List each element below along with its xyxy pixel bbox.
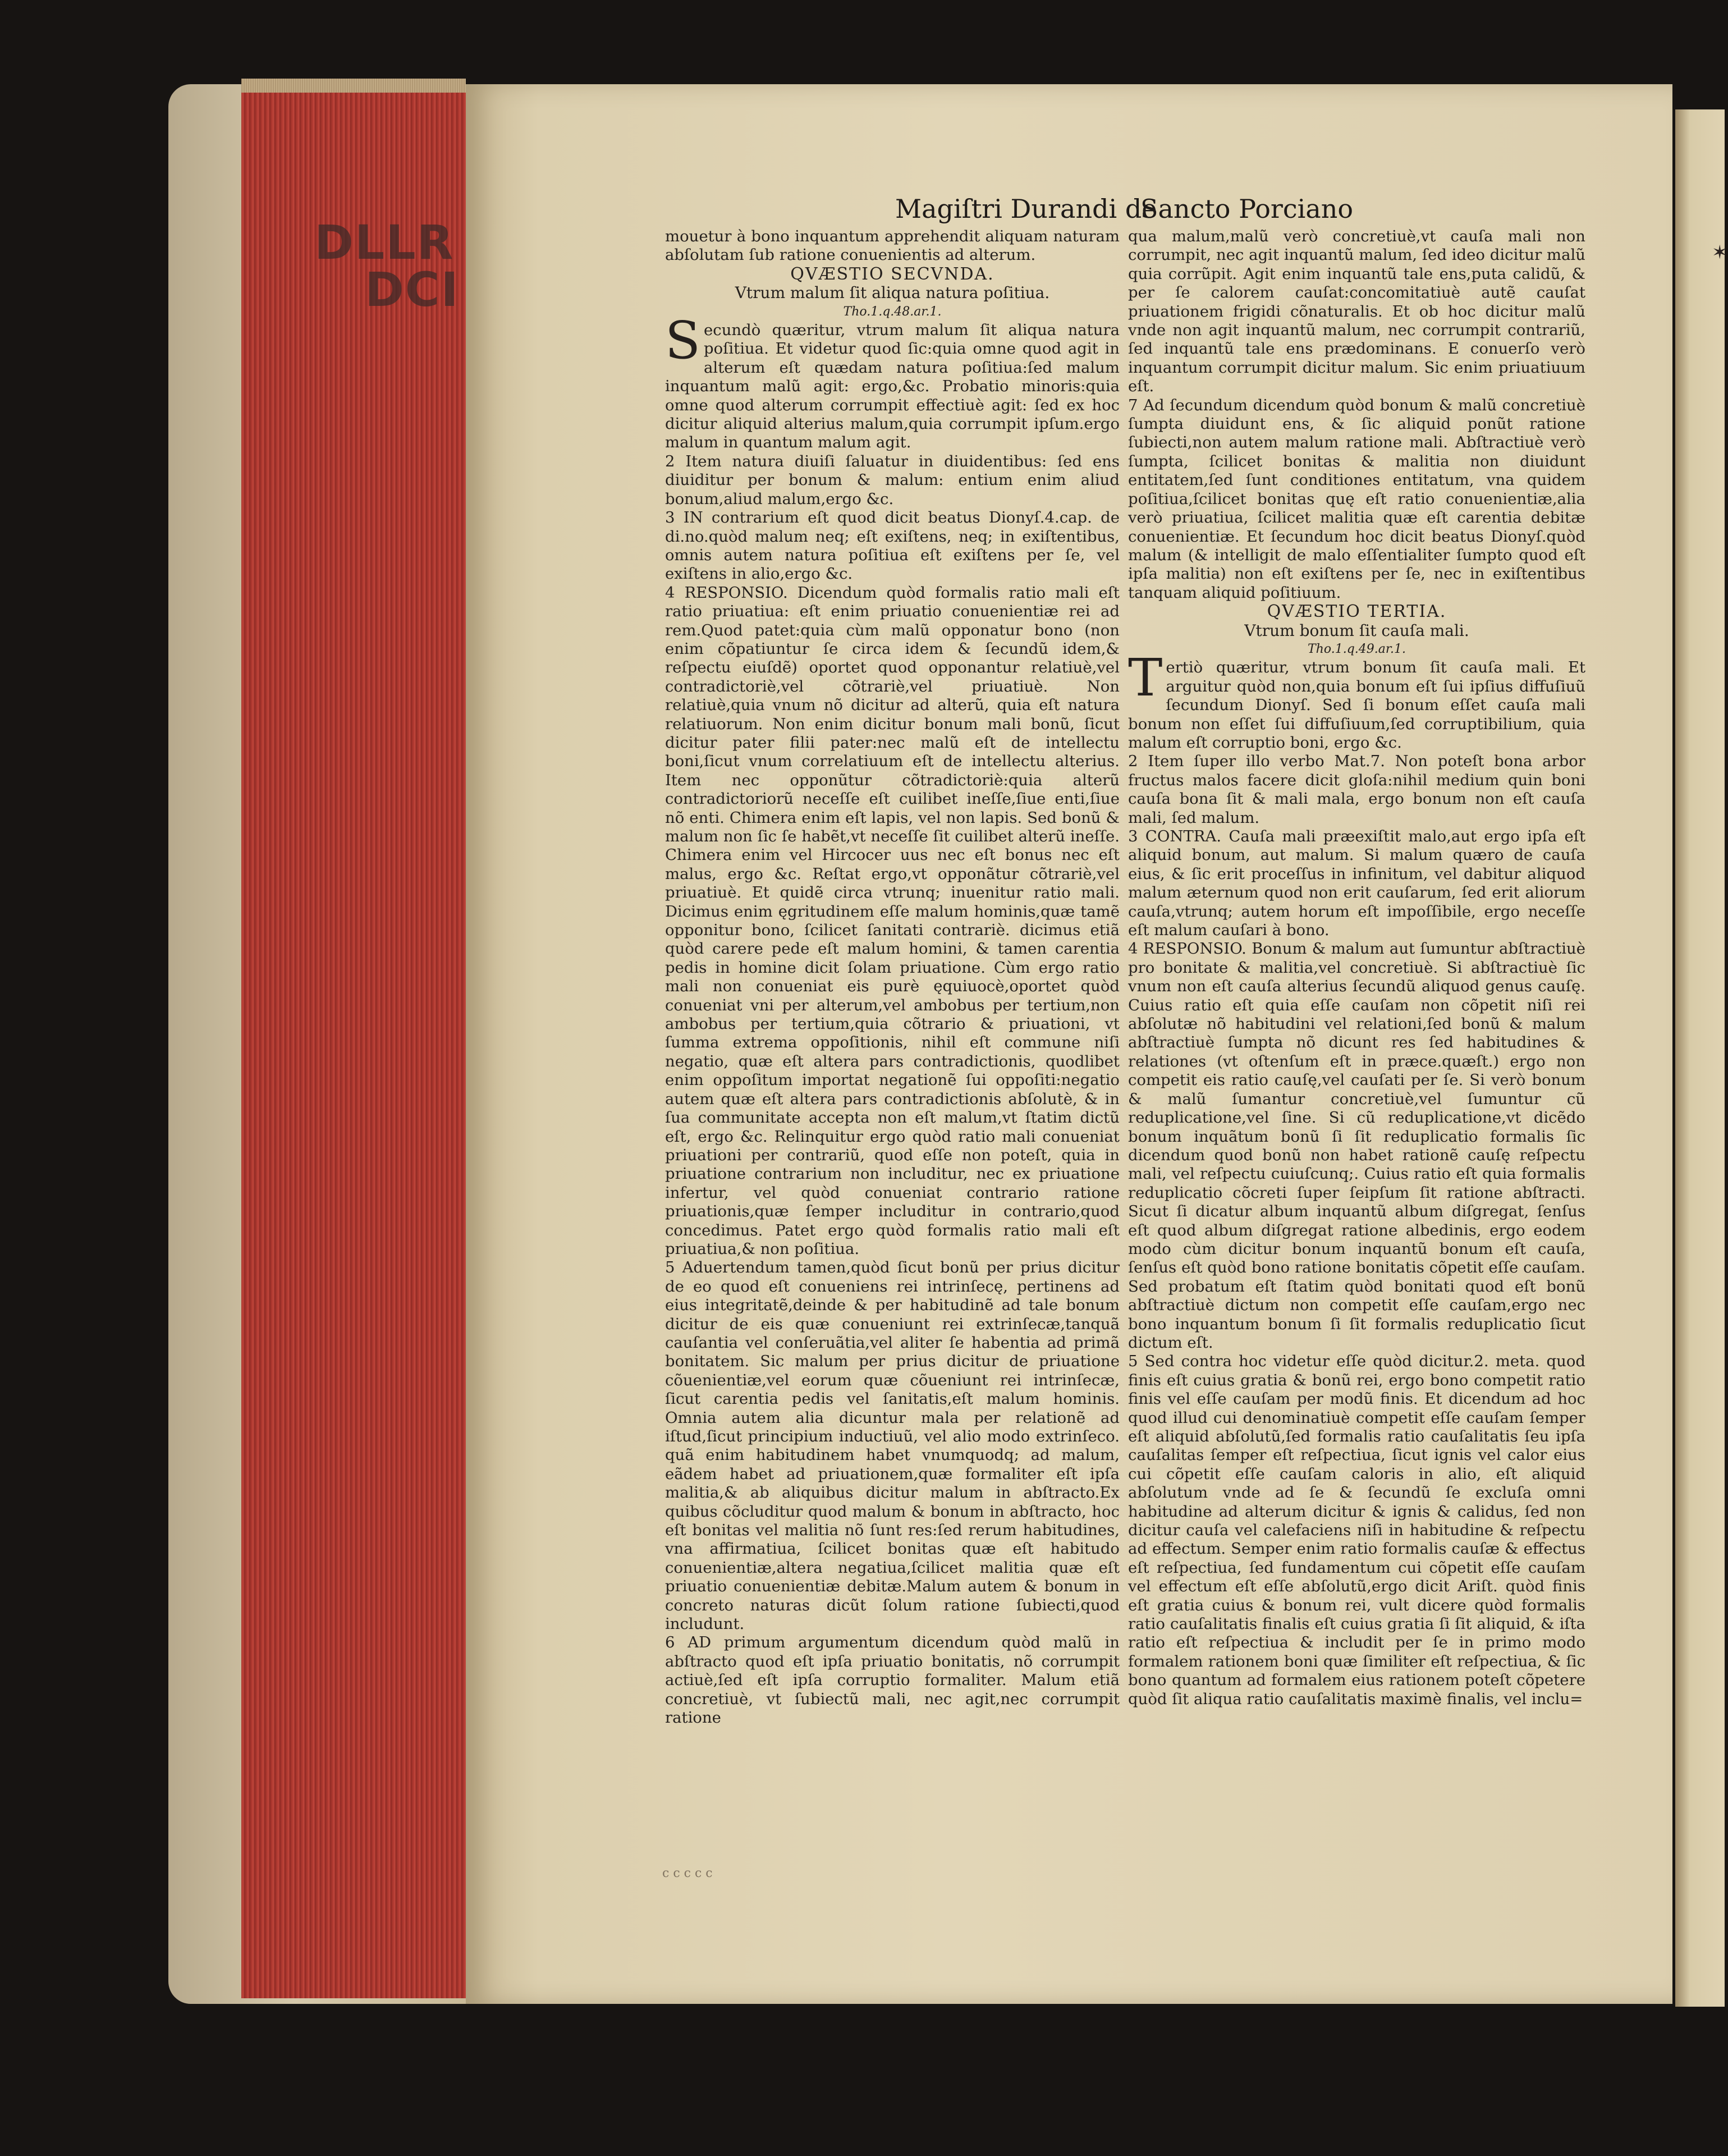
question-title: Vtrum malum ſit aliqua natura poſitiua. xyxy=(735,283,1050,303)
paragraph: 5 Sed contra hoc videtur eſſe quòd dicitur.2. meta. quod finis eſt cuius gratia & bonũ rei, ergo bono competit ratio finis vel eſſe cauſam per modũ finis. Et dicendum ad hoc quod illud cui denominatiuè competit eſſe cauſam ſemper eſt aliquid abſolutũ,ſed formalis ratio cauſalitatis ſeu ipſa cauſalitas ſemper eſt reſpectiua, ſicut ignis vel calor eius cui cõpetit eſſe cauſam caloris in alio, eſt aliquid abſolutum vnde ad ſe & ſecundũ ſe excluſa omni habitudine ad alterum dicitur & ignis & calidus, ſed non dicitur cauſa vel calefaciens niſi in habitudine & reſpectu ad effectum. Semper enim ratio formalis cauſæ & effectus eſt reſpectiua, ſed fundamentum cui cõpetit eſſe cauſam vel effectum eſt eſſe abſolutũ,ergo dicit Ariſt. quòd finis eſt gratia cuius & bonum rei, vult dicere quòd formalis ratio cauſalitatis finalis eſt cuius gratia ſi ſit aliquid, & iſta ratio eſt reſpectiua & includit per ſe in primo modo formalem rationem boni quæ ſimiliter eſt reſpectiua, & ſic bono quantum ad formalem eius rationem poteſt cõpetere quòd ſit aliqua ratio cauſalitatis maximè finalis, vel inclu= xyxy=(1128,1352,1585,1708)
paragraph: Tertiò quæritur, vtrum bonum ſit cauſa mali. Et arguitur quòd non,quia bonum eſt ſui ipſius diffuſiuũ ſecundum Dionyſ. Sed ſi bonum eſſet cauſa mali bonum non eſſet ſui diffuſiuum,ſed corruptibilium, quia malum eſt corruptio boni, ergo &c. xyxy=(1128,648,1585,752)
signature-mark: c c c c c xyxy=(662,1866,713,1880)
reference-note: Tho.1.q.49.ar.1. xyxy=(1308,642,1406,656)
question-heading: QVÆSTIO SECVNDA. xyxy=(790,264,994,284)
stamp-line-1: DLLR xyxy=(314,215,455,270)
facing-page-edge xyxy=(1675,109,1725,2007)
paragraph: 2 Item ſuper illo verbo Mat.7. Non poteſt bona arbor fructus malos facere dicit gloſa:nihil medium quin boni cauſa bona ſit & mali mala, ergo bonum non eſt cauſa mali, ſed malum. xyxy=(1128,752,1585,827)
paragraph: 3 CONTRA. Cauſa mali præexiſtit malo,aut ergo ipſa eſt aliquid bonum, aut malum. Si malum quæro de cauſa eius, & ſic erit proceſſus in infinitum, vel dabitur aliquod malum æternum quod non erit cauſarum, ſed erit aliorum cauſa,vtrunq; autem horum eſt impoſſibile, ergo neceſſe eſt malum cauſari à bono. xyxy=(1128,827,1585,940)
intro-text: mouetur à bono inquantum apprehendit aliquam naturam abſolutam ſub ratione conuenientis ad alterum. xyxy=(665,227,1120,264)
right-column xyxy=(1128,227,1585,1709)
stamp-line-2: DCI xyxy=(365,262,460,317)
paragraph: 4 RESPONSIO. Bonum & malum aut ſumuntur abſtractiuè pro bonitate & malitia,vel concretiuè. Si abſtractiuè ſic vnum non eſt cauſa alterius ſecundũ aliquod genus cauſę. Cuius ratio eſt quia eſſe cauſam non cõpetit niſi rei abſolutæ nõ habitudini vel relationi,ſed bonũ & malum abſtractiuè ſumpta nõ dicunt res ſed habitudines & relationes (vt oſtenſum eſt in præce.quæſt.) ergo non competit eis ratio cauſę,vel cauſati per ſe. Si verò bonum & malũ ſumantur concretiuè,vel ſumuntur cũ reduplicatione,vel ſine. Si cũ reduplicatione,vt dicẽdo bonum inquãtum bonũ ſi ſit reduplicatio formalis ſic dicendum quod bonũ non habet rationẽ cauſę reſpectu mali, vel reſpectu cuiuſcunq;. Cuius ratio eſt quia formalis reduplicatio cõcreti ſuper ſeipſum ſit ratione abſtracti. Sicut ſi dicatur album inquantũ album diſgregat, ſenſus eſt quod album diſgregat ratione albedinis, ergo eodem modo cùm dicitur bonum inquantũ bonum eſt cauſa, ſenſus eſt quòd bono ratione bonitatis cõpetit eſſe cauſam. Sed probatum eſt ſtatim quòd bonitati quod eſt bonũ abſtractiuè dictum non competit eſſe cauſam,ergo nec bono inquantum bonum ſi ſit formalis reduplicatio ſicut dictum eſt. xyxy=(1128,940,1585,1352)
question-heading: QVÆSTIO TERTIA. xyxy=(1267,602,1447,622)
paragraph: 2 Item natura diuiſi ſaluatur in diuidentibus: ſed ens diuiditur per bonum & malum: entium enim aliud bonum,aliud malum,ergo &c. xyxy=(665,452,1120,508)
paragraph: 5 Aduertendum tamen,quòd ſicut bonũ per prius dicitur de eo quod eſt conueniens rei intrinſecę, pertinens ad eius integritatẽ,deinde & per habitudinẽ ad tale bonum dicitur de eis quæ conueniunt rei extrinſecæ,tanquã cauſantia vel conſeruãtia,vel aliter ſe habentia ad primã bonitatem. Sic malum per prius dicitur de priuatione cõuenientiæ,vel eorum quæ cõueniunt rei intrinſecæ, ſicut carentia pedis vel ſanitatis,eſt malum hominis. Omnia autem alia dicuntur mala per relationẽ ad iſtud,ſicut principium inductiuũ, vel alio modo extrinſeco. quã enim habitudinem habet vnumquodq; ad malum, eãdem habet ad priuationem,quæ formaliter eſt ipſa malitia,& ab aliquibus dicitur malum in abſtracto.Ex quibus cõcluditur quod malum & bonum in abſtracto, hoc eſt bonitas vel malitia nõ ſunt res:ſed rerum habitudines, vna affirmatiua, ſcilicet bonitas quæ eſt habitudo conuenientiæ,altera negatiua,ſcilicet malitia quæ eſt priuatio conuenientiæ debitæ.Malum autem & bonum in concreto naturas dicũt ſolum ratione ſubiecti,quod includunt. xyxy=(665,1258,1120,1633)
paragraph: Secundò quæritur, vtrum malum ſit aliqua natura poſitiua. Et videtur quod ſic:quia omne quod agit in alterum eſt quædam natura poſitiua:ſed malum inquantum malũ agit: ergo,&c. Probatio minoris:quia omne quod alterum corrumpit effectiuè agit: ſed ex hoc dicitur aliquid alterius malum,quia corrumpit ipſum.ergo malum in quantum malum agit. xyxy=(665,310,1120,452)
left-column xyxy=(665,227,1120,1728)
question-title: Vtrum bonum ſit cauſa mali. xyxy=(1244,621,1469,640)
paragraph: 6 AD primum argumentum dicendum quòd malũ in abſtracto quod eſt ipſa priuatio bonitatis, nõ corrumpit actiuè,ſed eſt ipſa corruptio formaliter. Malum etiã concretiuè, vt ſubiectũ mali, nec agit,nec corrumpit ratione xyxy=(665,1633,1120,1727)
reference-note: Tho.1.q.48.ar.1. xyxy=(843,304,942,319)
paragraph: qua malum,malũ verò concretiuè,vt cauſa mali non corrumpit, nec agit inquantũ malum, ſed ideo dicitur malũ quia corrũpit. Agit enim inquantũ tale ens,puta calidũ, & per ſe calorem cauſat:concomitatiuè autẽ cauſat priuationem frigidi cõnaturalis. Et ob hoc dicitur malũ vnde non agit inquantũ malum, nec corrumpit contrariũ, ſed inquantũ tale ens prædominans. E conuerſo verò inquantum corrumpit dicitur malum. Sic enim priuatiuum eſt. xyxy=(1128,227,1585,396)
paragraph: 3 IN contrarium eſt quod dicit beatus Dionyſ.4.cap. de di.no.quòd malum neq; eſt exiſtens, neq; in exiſtentibus, omnis autem natura poſitiua eſt exiſtens per ſe, vel exiſtens in alio,ergo &c. xyxy=(665,509,1120,583)
running-head-right: Sancto Porciano xyxy=(1140,194,1354,224)
running-head-left: Magiſtri Durandi de xyxy=(895,194,1157,224)
paragraph: 7 Ad ſecundum dicendum quòd bonum & malũ concretiuè ſumpta diuidunt ens, & ſic aliquid ponũt ratione ſubiecti,non autem malum ratione mali. Abſtractiuè verò ſumpta, ſcilicet bonitas & malitia non diuidunt entitatem,ſed ſunt conditiones entitatum, vna quidem poſitiua,ſcilicet bonitas quę eſt ratio conuenientiæ,alia verò priuatiua, ſcilicet malitia quæ eſt carentia debitæ conuenientiæ. Et ſecundum hoc dicit beatus Dionyſ.quòd malum (& intelligit de malo eſſentialiter ſumpto quod eſt ipſa malitia) non eſt exiſtens per ſe, nec in exiſtentibus tanquam aliquid poſitiuum. xyxy=(1128,396,1585,602)
facing-page-mark: ✶ xyxy=(1712,241,1728,264)
red-page-edges xyxy=(241,93,466,1998)
paragraph: 4 RESPONSIO. Dicendum quòd formalis ratio mali eſt ratio priuatiua: eſt enim priuatio conuenientiæ rei ad rem.Quod patet:quia cùm malũ opponatur bono (non enim cõpatiuntur ſe circa idem & ſecundũ idem,& reſpectu eiuſdẽ) oportet quod opponantur relatiuè,vel contradictoriè,vel cõtrariè,vel priuatiuè. Non relatiuè,quia vnum nõ dicitur ad alterũ, quia eſt natura relatiuorum. Non enim dicitur bonum mali bonũ, ſicut dicitur pater filii pater:nec malũ eſt de intellectu boni,ſicut vnum correlatiuum eſt de intellectu alterius. Item nec opponũtur cõtradictoriè:quia alterũ contradictoriorũ neceſſe eſt cuilibet ineſſe,ſiue enti,ſiue nõ enti. Chimera enim eſt lapis, vel non lapis. Sed bonũ & malum non ſic ſe habẽt,vt neceſſe ſit cuilibet alterũ ineſſe. Chimera enim vel Hircocer uus nec eſt bonus nec eſt malus, ergo &c. Reſtat ergo,vt opponãtur cõtrariè,vel priuatiuè. Et quidẽ circa vtrunq; inuenitur ratio mali. Dicimus enim ęgritudinem eſſe malum hominis,quæ tamẽ opponitur bono, ſcilicet ſanitati contrariè. dicimus etiã quòd carere pede eſt malum homini, & tamen carentia pedis in homine dicit ſolam priuatione. Cùm ergo ratio mali non conueniat eis purè ęquiuocè,oportet quòd conueniat vni per alterum,vel ambobus per tertium,non ambobus per tertium,quia cõtrario & priuationi, vt ſumma extrema oppoſitionis, nihil eſt commune niſi negatio, quæ eſt altera pars contradictionis, quodlibet enim oppoſitum importat negationẽ ſui oppoſiti:negatio autem quæ eſt altera pars contradictionis abſolutè, & in ſua communitate accepta non eſt malum,vt ſtatim dictũ eſt, ergo &c. Relinquitur ergo quòd ratio mali conueniat priuationi per contrariũ, quod eſſe non poteſt, quia in priuatione contrarium non includitur, nec ex priuatione infertur, vel quòd conueniat contrario ratione priuationis,quæ ſemper includitur in contrario,quod concedimus. Patet ergo quòd formalis ratio mali eſt priuatiua,& non poſitiua. xyxy=(665,583,1120,1258)
